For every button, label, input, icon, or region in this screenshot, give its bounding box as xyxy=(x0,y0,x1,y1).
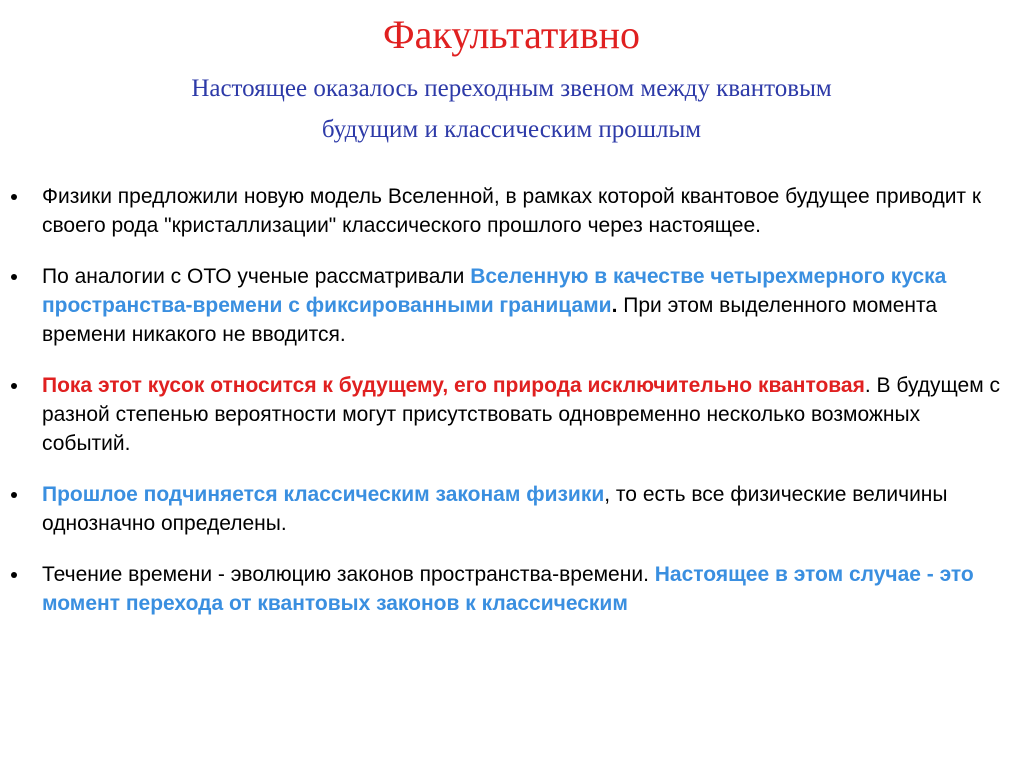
bullet-3-text: . В будущем с разной степенью вероятности могут присутствовать одновременно несколько возможных событий. xyxy=(42,374,1001,455)
subtitle-line-2: будущим и классическим прошлым xyxy=(321,116,702,143)
bullet-item-3 xyxy=(0,371,1023,458)
bullet-item-5 xyxy=(0,560,1023,618)
slide-title: Факультативно xyxy=(382,12,640,57)
bullet-1-text: Физики предложили новую модель Вселенной, в рамках которой квантовое будущее приводит к своего рода "кристаллизации" классического прошлого через настоящее. xyxy=(42,185,982,237)
bullet-2-highlight: Вселенную в качестве четырехмерного куска пространства-времени с фиксированными границами xyxy=(42,265,947,317)
bullet-item-4 xyxy=(0,480,1023,538)
slide-subtitle xyxy=(0,68,1023,150)
bullet-4-text: , то есть все физические величины однозначно определены. xyxy=(42,483,948,535)
bullet-4-highlight: Прошлое подчиняется классическим законам физики xyxy=(42,483,605,506)
bullet-dot-icon xyxy=(11,274,17,280)
subtitle-line-1: Настоящее оказалось переходным звеном между квантовым xyxy=(191,75,832,102)
bullet-2-text: По аналогии с ОТО ученые рассматривали xyxy=(42,265,471,288)
bullet-2-text-after: При этом выделенного момента времени никакого не вводится. xyxy=(42,294,938,346)
bullet-dot-icon xyxy=(11,383,17,389)
bullet-item-2 xyxy=(0,262,1023,349)
bullet-dot-icon xyxy=(11,572,17,578)
bullet-2-period: . xyxy=(611,294,618,317)
bullet-item-1 xyxy=(0,182,1023,240)
bullet-3-highlight: Пока этот кусок относится к будущему, его природа исключительно квантовая xyxy=(42,374,865,397)
bullet-list xyxy=(0,182,1023,640)
bullet-dot-icon xyxy=(11,194,17,200)
bullet-5-highlight: Настоящее в этом случае - это момент перехода от квантовых законов к классическим xyxy=(42,563,974,615)
bullet-5-text: Течение времени - эволюцию законов пространства-времени. xyxy=(42,563,655,586)
bullet-dot-icon xyxy=(11,492,17,498)
